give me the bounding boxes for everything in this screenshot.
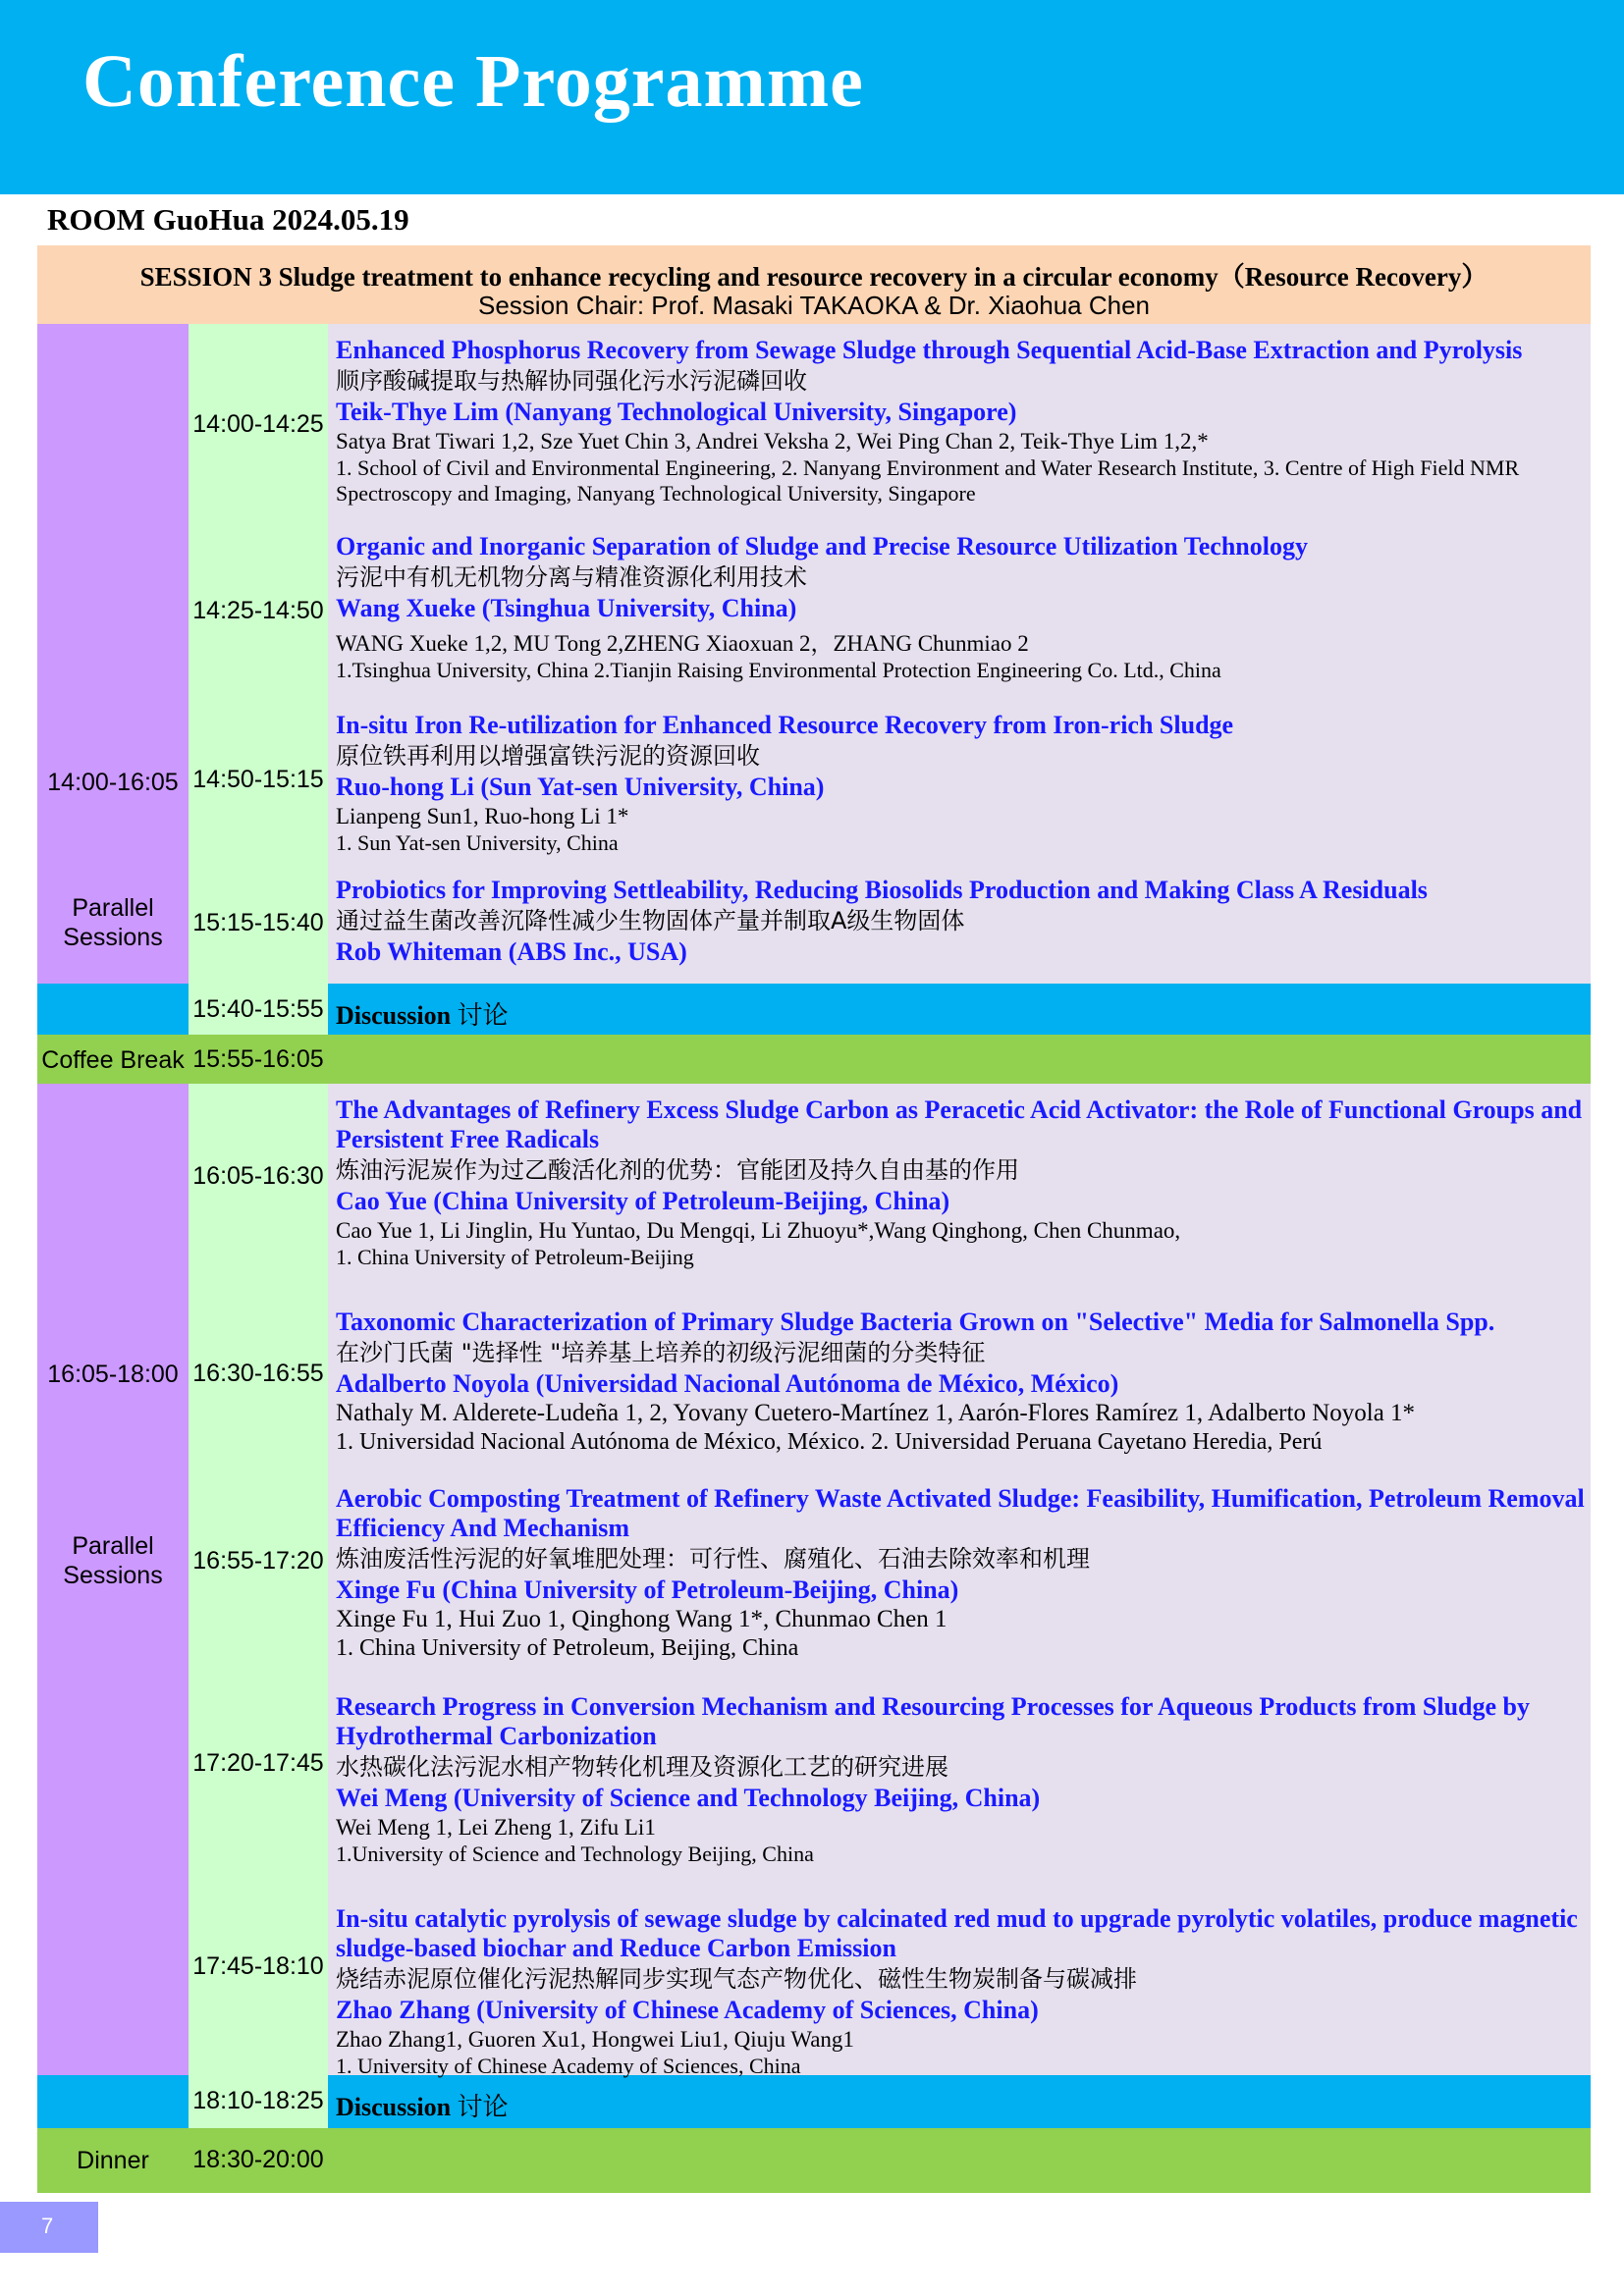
talk-title-cn: 顺序酸碱提取与热解协同强化污水污泥磷回收 [336,367,807,395]
talk-speaker: Teik-Thye Lim (Nanyang Technological University, Singapore) [336,398,1017,426]
block2-label: Parallel Sessions [63,1532,163,1589]
talk-7-time: 16:55-17:20 [192,1547,324,1575]
talk-title: In-situ catalytic pyrolysis of sewage sludge by calcinated red mud to upgrade pyrolytic volatiles, produce magnetic sludge-based biochar and Reduce Carbon Emission [336,1904,1578,1962]
block1-label: Parallel Sessions [63,894,163,951]
talk-title: The Advantages of Refinery Excess Sludge Carbon as Peracetic Acid Activator: the Role of Functional Groups and Persistent Free Radicals [336,1095,1583,1153]
discussion1-en: Discussion [336,1001,452,1030]
talk-title-cn: 炼油废活性污泥的好氧堆肥处理：可行性、腐殖化、石油去除效率和机理 [336,1545,1090,1573]
block1-label-cell [37,324,189,984]
talk-5 [336,1095,1589,1270]
talk-title-cn: 炼油污泥炭作为过乙酸活化剂的优势：官能团及持久自由基的作用 [336,1156,1019,1184]
talk-speaker: Wei Meng (University of Science and Technology Beijing, China) [336,1784,1041,1812]
talk-affiliations: 1.Tsinghua University, China 2.Tianjin Raising Environmental Protection Engineering Co. Ltd., China [336,658,1221,682]
talk-title-cn: 原位铁再利用以增强富铁污泥的资源回收 [336,742,760,770]
talk-7 [336,1484,1589,1663]
discussion1-label [336,995,509,1032]
talk-authors: WANG Xueke 1,2, MU Tong 2,ZHENG Xiaoxuan 2，ZHANG Chunmiao 2 [336,631,1029,656]
talk-title: Probiotics for Improving Settleability, Reducing Biosolids Production and Making Class A Residuals [336,876,1428,904]
talk-title-cn: 水热碳化法污泥水相产物转化机理及资源化工艺的研究进展 [336,1753,948,1781]
talk-title-cn: 烧结赤泥原位催化污泥热解同步实现气态产物优化、磁性生物炭制备与碳减排 [336,1965,1137,1993]
talk-9 [336,1904,1589,2079]
discussion2-cn: 讨论 [457,2093,509,2122]
discussion2-en: Discussion [336,2093,452,2121]
session-chair: Session Chair: Prof. Masaki TAKAOKA & Dr. Xiaohua Chen [477,291,1151,320]
talk-8 [336,1692,1589,1867]
talk-title: Aerobic Composting Treatment of Refinery Waste Activated Sludge: Feasibility, Humification, Petroleum Removal Efficiency And Mechanism [336,1484,1585,1542]
talk-6-time: 16:30-16:55 [192,1360,324,1387]
session-header [37,245,1591,324]
talk-speaker: Rob Whiteman (ABS Inc., USA) [336,937,687,966]
discussion2-label [336,2087,509,2123]
discussion1-cn: 讨论 [457,1001,509,1031]
talk-2 [336,532,1589,683]
talk-affiliations: 1. Sun Yat-sen University, China [336,830,619,855]
talk-3-time: 14:50-15:15 [192,766,324,793]
talk-title: Enhanced Phosphorus Recovery from Sewage Sludge through Sequential Acid-Base Extraction and Pyrolysis [336,336,1523,364]
talk-speaker: Cao Yue (China University of Petroleum-Beijing, China) [336,1187,950,1215]
talk-affiliations: 1.University of Science and Technology Beijing, China [336,1842,814,1866]
discussion1-time: 15:40-15:55 [192,995,324,1023]
page-number: 7 [41,2214,54,2238]
talk-2-time: 14:25-14:50 [192,597,324,624]
talk-authors: Lianpeng Sun1, Ruo-hong Li 1* [336,804,629,828]
talk-5-time: 16:05-16:30 [192,1162,324,1190]
coffee-break-time: 15:55-16:05 [192,1045,324,1073]
room-date-heading: ROOM GuoHua 2024.05.19 [47,202,409,237]
talk-9-time: 17:45-18:10 [192,1952,324,1980]
talk-speaker: Zhao Zhang (University of Chinese Academy of Sciences, China) [336,1996,1039,2024]
talk-title-cn: 在沙门氏菌 "选择性 "培养基上培养的初级污泥细菌的分类特征 [336,1339,986,1366]
header-banner [0,0,1624,194]
page-number-box [0,2202,98,2253]
block2-time-column [189,1084,328,2075]
talk-title: In-situ Iron Re-utilization for Enhanced Resource Recovery from Iron-rich Sludge [336,711,1234,739]
talk-authors: Zhao Zhang1, Guoren Xu1, Hongwei Liu1, Qiuju Wang1 [336,2027,854,2052]
talk-6 [336,1308,1589,1457]
talk-speaker: Wang Xueke (Tsinghua University, China) [336,594,797,622]
talk-affiliations: 1. China University of Petroleum, Beijing, China [336,1635,799,1661]
talk-title-cn: 通过益生菌改善沉降性减少生物固体产量并制取A级生物固体 [336,907,965,934]
session-title: SESSION 3 Sludge treatment to enhance recycling and resource recovery in a circular economy（Resource Recovery） [139,262,1489,292]
talk-authors: Cao Yue 1, Li Jinglin, Hu Yuntao, Du Mengqi, Li Zhuoyu*,Wang Qinghong, Chen Chunmao, [336,1218,1181,1243]
talk-affiliations: 1. Universidad Nacional Autónoma de México, México. 2. Universidad Peruana Cayetano Heredia, Perú [336,1429,1323,1455]
talk-authors: Nathaly M. Alderete-Ludeña 1, 2, Yovany Cuetero-Martínez 1, Aarón-Flores Ramírez 1, Adalberto Noyola 1* [336,1400,1416,1426]
talk-1 [336,336,1589,507]
coffee-break-label: Coffee Break [41,1046,185,1074]
talk-title-cn: 污泥中有机无机物分离与精准资源化利用技术 [336,563,807,591]
talk-title: Organic and Inorganic Separation of Sludge and Precise Resource Utilization Technology [336,532,1308,561]
talk-8-time: 17:20-17:45 [192,1749,324,1777]
talk-1-time: 14:00-14:25 [192,410,324,438]
block1-time: 14:00-16:05 [47,769,179,796]
talk-speaker: Ruo-hong Li (Sun Yat-sen University, China) [336,773,825,801]
talk-authors: Satya Brat Tiwari 1,2, Sze Yuet Chin 3, Andrei Veksha 2, Wei Ping Chan 2, Teik-Thye Lim 1,2,* [336,429,1209,454]
talk-title: Research Progress in Conversion Mechanism and Resourcing Processes for Aqueous Products from Sludge by Hydrothermal Carbonization [336,1692,1531,1750]
talk-4 [336,876,1589,968]
talk-speaker: Xinge Fu (China University of Petroleum-Beijing, China) [336,1575,959,1604]
dinner-label: Dinner [77,2147,149,2174]
talk-3 [336,711,1589,856]
talk-affiliations: 1. University of Chinese Academy of Sciences, China [336,2054,801,2078]
discussion2-time: 18:10-18:25 [192,2087,324,2114]
talk-authors: Wei Meng 1, Lei Zheng 1, Zifu Li1 [336,1815,656,1840]
talk-4-time: 15:15-15:40 [192,909,324,936]
talk-affiliations: 1. School of Civil and Environmental Engineering, 2. Nanyang Environment and Water Research Institute, 3. Centre of High Field NMR Spectroscopy and Imaging, Nanyang Technological University, Singapore [336,455,1520,506]
talk-affiliations: 1. China University of Petroleum-Beijing [336,1245,694,1269]
page-title: Conference Programme [82,40,864,123]
block2-time: 16:05-18:00 [47,1361,179,1388]
talk-authors: Xinge Fu 1, Hui Zuo 1, Qinghong Wang 1*, Chunmao Chen 1 [336,1606,947,1632]
talk-title: Taxonomic Characterization of Primary Sludge Bacteria Grown on "Selective" Media for Salmonella Spp. [336,1308,1495,1336]
dinner-time: 18:30-20:00 [192,2146,324,2173]
talk-speaker: Adalberto Noyola (Universidad Nacional Autónoma de México, México) [336,1369,1119,1398]
